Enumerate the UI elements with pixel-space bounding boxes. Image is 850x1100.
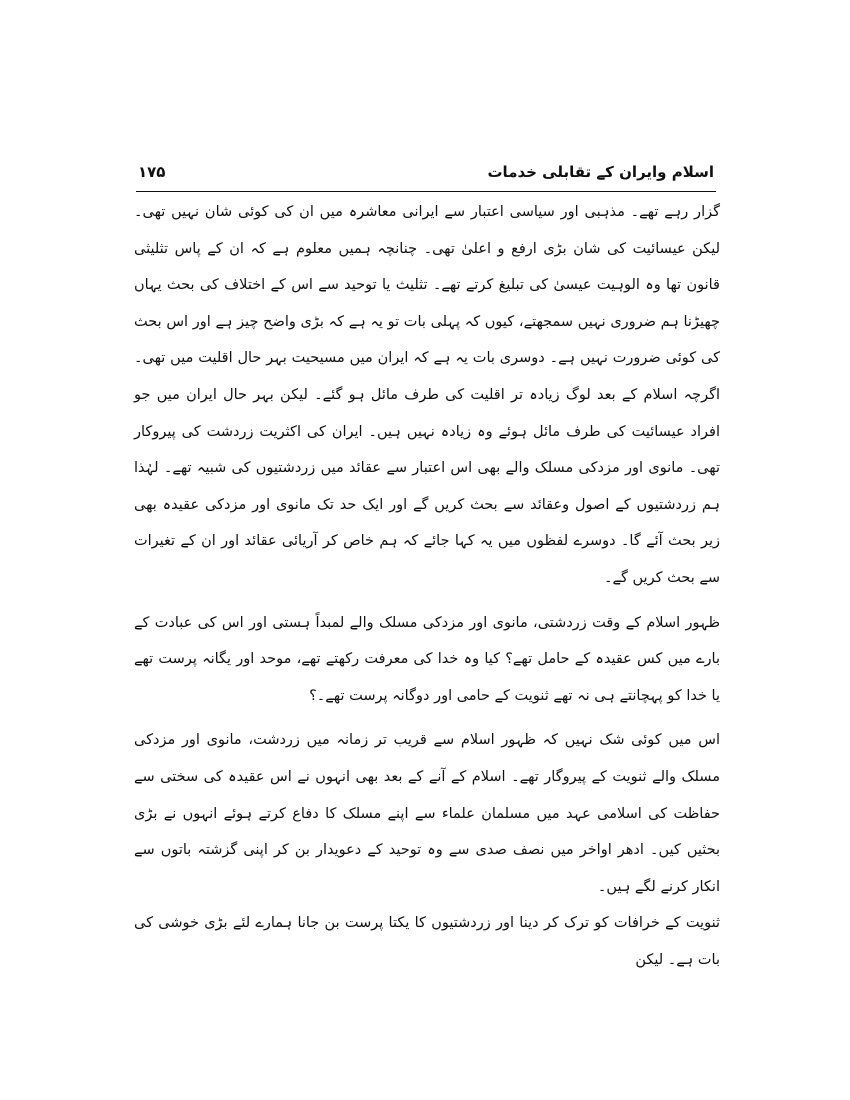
paragraph: ظہور اسلام کے وقت زردشتی، مانوی اور مزدکی مسلک والے لمبداً ہستی اور اس کی عبادت کے بارے میں کس عقیدہ کے حامل تھے؟ کیا وہ خدا کی معرفت رکھتے تھے، موحد اور یگانہ پرست تھے یا خدا کو پہچانتے ہی نہ تھے ثنویت کے حامی اور دوگانہ پرست تھے۔؟ <box>134 614 720 704</box>
header-divider <box>136 191 716 192</box>
body-text <box>134 194 720 978</box>
paragraph: ثنویت کے خرافات کو ترک کر دینا اور زردشتیوں کا یکتا پرست بن جانا ہمارے لئے بڑی خوشی کی بات ہے۔ لیکن <box>134 915 720 968</box>
paragraph: اس میں کوئی شک نہیں کہ ظہور اسلام سے قریب تر زمانہ میں زردشت، مانوی اور مزدکی مسلک والے ثنویت کے پیروگار تھے۔ اسلام کے آنے کے بعد بھی انہوں نے اس عقیدہ کی سختی سے حفاظت کی اسلامی عہد میں مسلمان علماء سے اپنے مسلک کا دفاع کرتے ہوئے انہوں نے بڑی بحثیں کیں۔ ادھر اواخر میں نصف صدی سے وہ توحید کے دعویدار بن کر اپنی گزشتہ باتوں سے انکار کرنے لگے ہیں۔ <box>134 732 720 895</box>
page-number: ۱۷۵ <box>138 163 166 181</box>
running-header-title: اسلام وایران کے تقابلی خدمات <box>487 163 714 181</box>
paragraph: گزار رہے تھے۔ مذہبی اور سیاسی اعتبار سے ایرانی معاشرہ میں ان کی کوئی شان نہیں تھی۔ لیکن عیسائیت کی شان بڑی ارفع و اعلیٰ تھی۔ چنانچہ ہمیں معلوم ہے کہ ان کے پاس تثلیثی قانون تھا وہ الوہیت عیسیٰ کی تبلیغ کرتے تھے۔ تثلیث یا توحید سے اس کے اختلاف کی بحث یہاں چھیڑنا ہم ضروری نہیں سمجھتے، کیوں کہ پہلی بات تو یہ ہے کہ بڑی واضح چیز ہے اور اس بحث کی کوئی ضرورت نہیں ہے۔ دوسری بات یہ ہے کہ ایران میں مسیحیت بہر حال اقلیت میں تھی۔ اگرچہ اسلام کے بعد لوگ زیادہ تر اقلیت کی طرف مائل ہو گئے۔ لیکن بہر حال ایران میں جو افراد عیسائیت کی طرف مائل ہوئے وہ زیادہ نہیں ہیں۔ ایران کی اکثریت زردشت کی پیروکار تھی۔ مانوی اور مزدکی مسلک والے بھی اس اعتبار سے عقائد میں زردشتیوں کی شبیہ تھے۔ لہٰذا ہم زردشتیوں کے اصول وعقائد سے بحث کریں گے اور ایک حد تک مانوی اور مزدکی عقیدہ بھی زیر بحث آئے گا۔ دوسرے لفظوں میں یہ کہا جائے کہ ہم خاص کر آریائی عقائد اور ان کے تغیرات سے بحث کریں گے۔ <box>134 204 720 586</box>
running-header <box>138 160 714 184</box>
